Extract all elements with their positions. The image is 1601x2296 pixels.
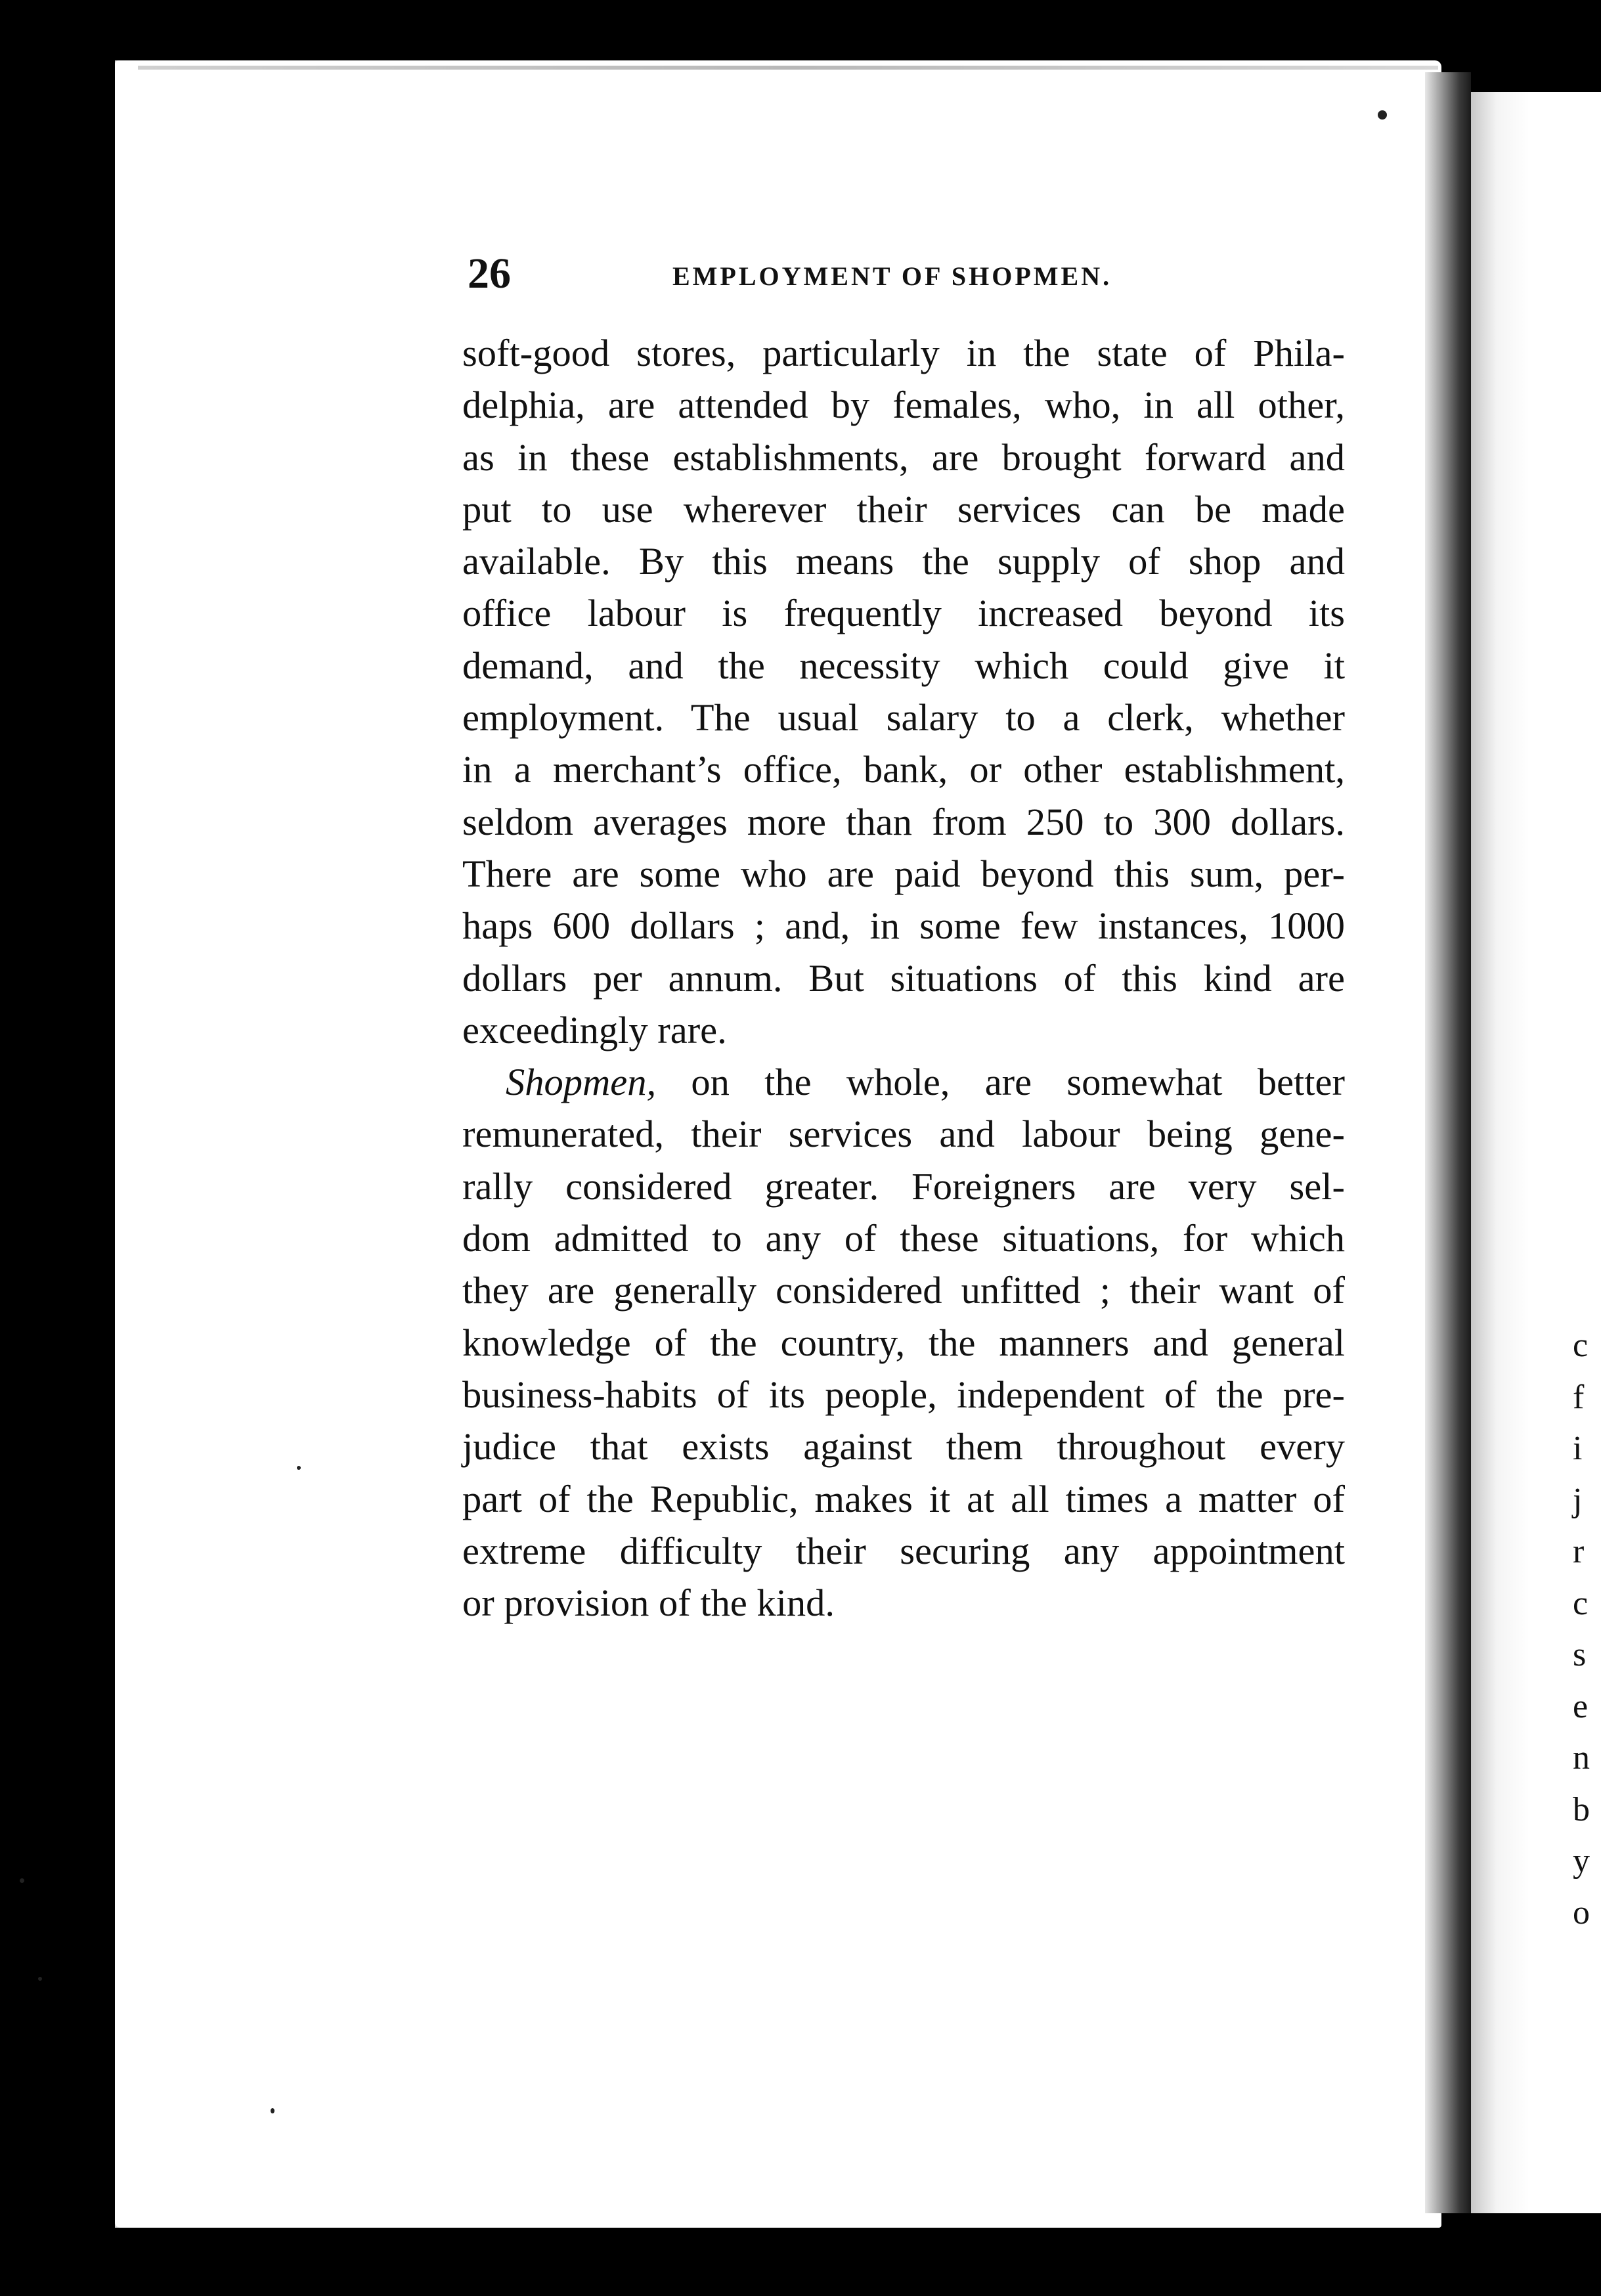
text-line: haps 600 dollars ; and, in some few instances, 1000 <box>462 904 1345 948</box>
body-text <box>462 327 1345 1629</box>
text-line: There are some who are paid beyond this sum, per- <box>462 852 1345 895</box>
text-line: rally considered greater. Foreigners are very sel- <box>462 1164 1345 1208</box>
text-line: remunerated, their services and labour being gene- <box>462 1113 1345 1156</box>
text-line: judice that exists against them throughout every <box>462 1425 1345 1468</box>
text-line: knowledge of the country, the manners and general <box>462 1321 1345 1364</box>
facing-letter: c <box>1573 1584 1589 1622</box>
text-line: as in these establishments, are brought forward and <box>462 435 1345 479</box>
page-number: 26 <box>468 250 511 298</box>
text-line: delphia, are attended by females, who, in all other, <box>462 384 1345 427</box>
facing-letter: b <box>1573 1790 1590 1828</box>
facing-letter: o <box>1573 1893 1590 1932</box>
text-line: employment. The usual salary to a clerk, whether <box>462 696 1345 740</box>
facing-page-letters <box>1573 1320 1601 1939</box>
scan-border <box>0 2228 1601 2296</box>
facing-letter: f <box>1573 1378 1585 1416</box>
scan-speck <box>297 1466 301 1470</box>
facing-letter: e <box>1573 1687 1589 1725</box>
text-line: dollars per annum. But situations of this kind are <box>462 956 1345 1000</box>
scan-speck <box>271 2108 274 2113</box>
scan-speck <box>1378 110 1387 120</box>
gutter-shadow <box>1425 72 1471 2213</box>
text-line: exceedingly rare. <box>462 1008 727 1051</box>
page-header <box>468 251 1334 297</box>
shopmen-italic: Shopmen, <box>506 1061 657 1104</box>
facing-letter: n <box>1573 1739 1590 1777</box>
scan-speck <box>38 1977 42 1981</box>
text-line: business-habits of its people, independent of the pre- <box>462 1373 1345 1416</box>
text-line: or provision of the kind. <box>462 1581 835 1625</box>
text-line: dom admitted to any of these situations, for which <box>462 1217 1345 1260</box>
facing-letter: c <box>1573 1327 1589 1364</box>
text-line: extreme difficulty their securing any appointment <box>462 1529 1345 1572</box>
text-line: soft-good stores, particularly in the state of Phila- <box>462 332 1345 374</box>
facing-letter: r <box>1573 1533 1585 1570</box>
text-run: on the whole, are somewhat better <box>656 1061 1345 1104</box>
scan-speck <box>20 1878 24 1883</box>
facing-letter: s <box>1573 1636 1587 1673</box>
text-line: demand, and the necessity which could give it <box>462 644 1345 687</box>
text-line: seldom averages more than from 250 to 300 dollars. <box>462 800 1345 843</box>
facing-letter: j <box>1573 1481 1583 1519</box>
text-line: they are generally considered unfitted ; their want of <box>462 1269 1345 1312</box>
page-top-edge <box>138 66 1438 70</box>
paragraph-2-first-line <box>462 1056 1345 1108</box>
running-head: EMPLOYMENT OF SHOPMEN. <box>672 261 1112 291</box>
text-line: put to use wherever their services can be made <box>462 487 1345 531</box>
facing-letter: y <box>1573 1842 1590 1880</box>
text-line: office labour is frequently increased beyond its <box>462 592 1345 635</box>
text-line: available. By this means the supply of shop and <box>462 540 1345 583</box>
facing-letter: i <box>1573 1430 1583 1467</box>
text-line: part of the Republic, makes it at all times a matter of <box>462 1477 1345 1520</box>
text-line: in a merchant’s office, bank, or other establishment, <box>462 748 1345 791</box>
